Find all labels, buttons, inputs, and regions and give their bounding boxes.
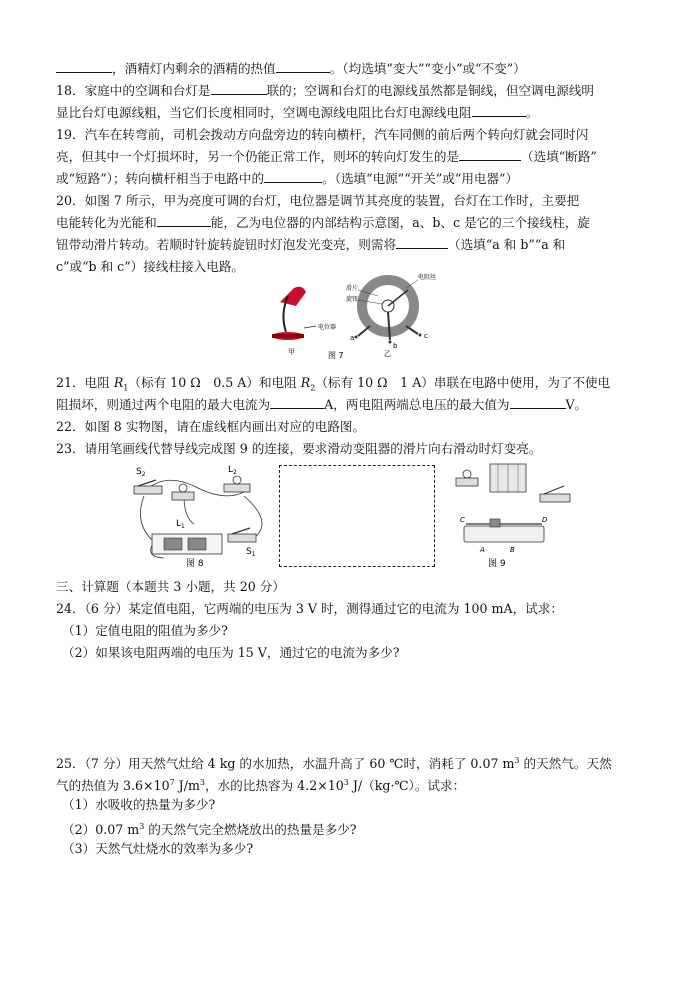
- q21-line-2: 阻损坏，则通过两个电阻的最大电流为 A，两电阻两端总电压的最大值为 V。: [56, 397, 588, 412]
- q19-line-1: 19．汽车在转弯前，司机会拨动方向盘旁边的转向横杆，汽车同侧的前后两个转向灯就会同时闪: [56, 127, 589, 142]
- answer-blank[interactable]: [264, 170, 322, 183]
- answer-blank[interactable]: [211, 82, 267, 95]
- label-jia: 甲: [288, 348, 295, 356]
- q25-line-1: 25．（7 分）用天然气灶给 4 kg 的水加热，水温升高了 60 ℃时，消耗了 0.07 $m^3$ 的天然气。天然: [56, 756, 612, 772]
- figure-9-caption: 图 9: [488, 559, 506, 569]
- terminal-C: C: [460, 516, 465, 524]
- figure-9: [446, 460, 596, 572]
- circuit-drawing-box[interactable]: [279, 465, 435, 567]
- switch-s2: [134, 486, 162, 494]
- switch-s1: [228, 534, 256, 542]
- potentiometer-diagram: [355, 280, 422, 344]
- figure-7: [258, 268, 458, 360]
- bulb-l1: [179, 484, 187, 492]
- switch: [540, 494, 570, 502]
- q23-line: 23．请用笔画线代替导线完成图 9 的连接，要求滑动变阻器的滑片向右滑动时灯变亮。: [56, 441, 542, 456]
- figure-7-caption: 图 7: [328, 351, 344, 360]
- svg-text:L2: $L_2$: [228, 465, 237, 476]
- q20-line-1: 20．如图 7 所示，甲为亮度可调的台灯，电位器是调节其亮度的装置，台灯在工作时，主要把: [56, 193, 580, 208]
- terminal-A: A: [480, 546, 485, 554]
- answer-blank[interactable]: [276, 60, 330, 73]
- q24-part-1: （1）定值电阻的阻值为多少?: [62, 623, 228, 638]
- terminal-a: a: [350, 334, 355, 342]
- answer-blank[interactable]: [56, 60, 112, 73]
- svg-text:L1: $L_1$: [176, 519, 185, 530]
- label-dianzusi: 电阻丝: [418, 274, 437, 281]
- q19-line-3: 或“短路”）；转向横杆相当于电路中的 。（选填“电源”“开关”或“用电器”）: [56, 171, 519, 186]
- section-3-heading: 三、计算题（本题共 3 小题，共 20 分）: [56, 579, 285, 594]
- label-huapian: 滑片: [346, 285, 359, 292]
- answer-blank[interactable]: [270, 396, 324, 409]
- answer-blank[interactable]: [510, 396, 566, 409]
- terminal-B: B: [510, 546, 515, 554]
- figure-8: [124, 462, 274, 570]
- q18-line-1: 18．家庭中的空调和台灯是 联的；空调和台灯的电源线虽然都是铜线，但空调电源线明: [56, 83, 594, 98]
- lamp: [463, 470, 471, 478]
- svg-text:S1: $S_1$: [246, 547, 256, 558]
- q17-text: ，酒精灯内剩余的酒精的热值: [112, 61, 276, 76]
- q17-text-end: 。（均选填“变大”“变小”或“不变”）: [329, 61, 526, 76]
- q20-line-4: c”或“b 和 c”）接线柱接入电路。: [56, 259, 245, 274]
- q25-part-1: （1）水吸收的热量为多少?: [62, 797, 216, 812]
- terminal-b: b: [393, 342, 398, 350]
- terminal-D: D: [542, 516, 548, 524]
- sliding-rheostat: [464, 526, 544, 542]
- q24-line-1: 24．（6 分）某定值电阻，它两端的电压为 3 V 时，测得通过它的电流为 100 mA，试求：: [56, 601, 563, 616]
- bulb-l2: [233, 476, 241, 484]
- q25-part-3: （3）天然气灶烧水的效率为多少?: [62, 841, 254, 856]
- answer-blank[interactable]: [157, 214, 211, 227]
- figure-8-caption: 图 8: [186, 559, 204, 569]
- q20-line-3: 钮带动滑片转动。若顺时针旋转旋钮时灯泡发光变亮，则需将 （选填“a 和 b”“a 和: [56, 237, 566, 252]
- q21-line-1: 21．电阻 $R_1$（标有 10 Ω 0.5 A）和电阻 $R_2$（标有 10 Ω 1 A）串联在电路中使用，为了不使电: [56, 375, 611, 393]
- q18-line-2: 显比台灯电源线粗，当它们长度相同时，空调电源线电阻比台灯电源线电阻 。: [56, 105, 539, 120]
- q17-tail-line: [56, 60, 646, 78]
- q25-line-2: 气的热值为 $3.6\times 10^7$ $J/m^3$，水的比热容为 $4.2\times 10^3$ J/（kg·℃）。试求：: [56, 778, 466, 794]
- q22-line: 22．如图 8 实物图，请在虚线框内画出对应的电路图。: [56, 419, 366, 434]
- q19-line-2: 亮，但其中一个灯损坏时，另一个仍能正常工作，则坏的转向灯发生的是 （选填“断路”: [56, 149, 597, 164]
- label-dianweiqi: 电位器: [318, 324, 337, 331]
- label-yi: 乙: [384, 350, 391, 358]
- desk-lamp-illustration: [272, 287, 316, 340]
- answer-blank[interactable]: [472, 104, 526, 117]
- q25-part-2: （2）0.07 $m^3$ 的天然气完全燃烧放出的热量是多少?: [62, 822, 357, 838]
- q24-part-2: （2）如果该电阻两端的电压为 15 V，通过它的电流为多少?: [62, 645, 400, 660]
- terminal-c: c: [424, 332, 428, 340]
- label-xuanniu: 旋钮: [346, 296, 359, 303]
- q20-line-2: 电能转化为光能和 能，乙为电位器的内部结构示意图，a、b、c 是它的三个接线柱，旋: [56, 215, 591, 230]
- battery-holder: [152, 534, 222, 554]
- answer-blank[interactable]: [396, 236, 448, 249]
- answer-blank[interactable]: [459, 148, 521, 161]
- svg-text:S2: $S_2$: [136, 467, 146, 478]
